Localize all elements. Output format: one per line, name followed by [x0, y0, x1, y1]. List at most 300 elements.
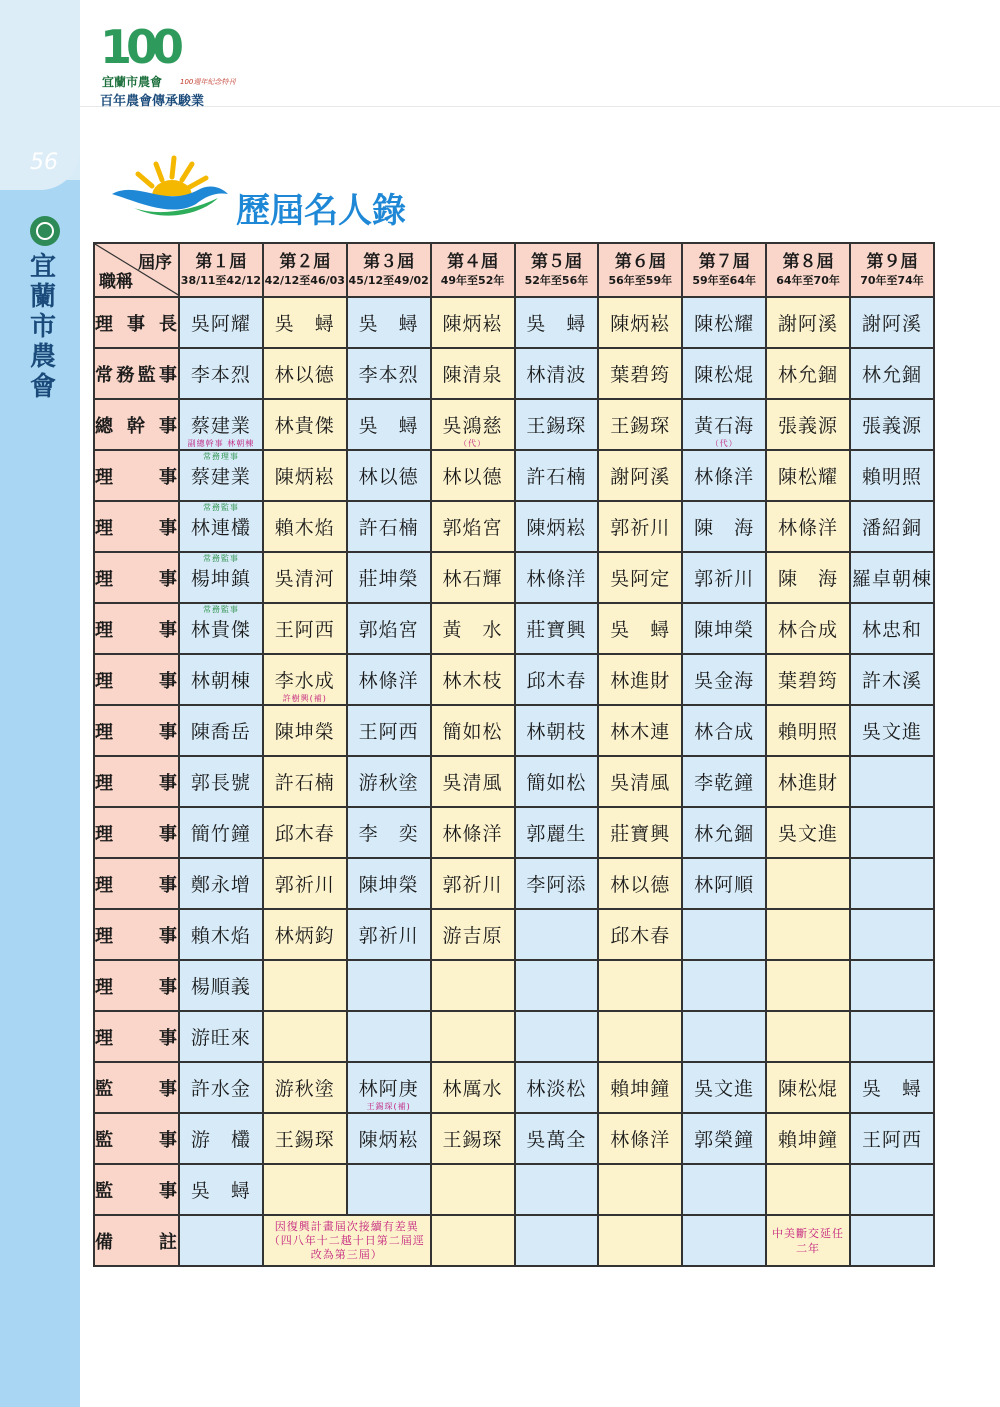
name-cell: [515, 756, 599, 807]
name-cell: [850, 501, 934, 552]
person-name: 陳炳崧: [358, 1129, 419, 1151]
name-cell: [598, 756, 682, 807]
person-name: 郭祈川: [274, 874, 335, 896]
name-cell: [515, 807, 599, 858]
name-cell: [850, 450, 934, 501]
person-name: 王阿西: [358, 721, 419, 743]
person-name: 楊坤鎮: [190, 568, 251, 590]
name-cell: [598, 705, 682, 756]
person-name: 郭榮鐘: [694, 1129, 755, 1151]
name-cell: [263, 1164, 347, 1215]
name-cell: [682, 960, 766, 1011]
centennial-logo: [100, 20, 260, 109]
name-cell: [515, 1113, 599, 1164]
person-name: 林條洋: [694, 466, 755, 488]
role-cell: 理事: [94, 603, 179, 654]
name-cell: [766, 960, 850, 1011]
term-header: [598, 243, 682, 297]
cell-note: 常務監事: [202, 503, 239, 512]
person-name: 李乾鐘: [694, 772, 755, 794]
name-cell: [179, 603, 263, 654]
person-name: 吳 蟳: [358, 415, 419, 437]
name-cell: [682, 1113, 766, 1164]
name-cell: [347, 654, 431, 705]
name-cell: [515, 1011, 599, 1062]
table-row: [94, 654, 934, 705]
name-cell: [598, 1062, 682, 1113]
person-name: 郭麗生: [526, 823, 587, 845]
name-cell: [766, 297, 850, 348]
name-cell: [431, 552, 515, 603]
name-cell: [263, 1113, 347, 1164]
name-cell: [431, 348, 515, 399]
name-cell: [598, 501, 682, 552]
name-cell: [598, 450, 682, 501]
table-row: [94, 297, 934, 348]
header-divider: [80, 106, 1000, 107]
role-cell: 理事: [94, 858, 179, 909]
name-cell: [431, 807, 515, 858]
person-name: 賴坤鐘: [778, 1129, 839, 1151]
term-years: 64年至70年: [776, 274, 840, 287]
name-cell: [515, 705, 599, 756]
role-cell: 理事: [94, 909, 179, 960]
name-cell: [347, 807, 431, 858]
remark-cell: [179, 1215, 263, 1266]
person-name: 吳萬全: [526, 1129, 587, 1151]
name-cell: [179, 858, 263, 909]
person-name: 李 奕: [358, 823, 419, 845]
name-cell: [850, 1011, 934, 1062]
name-cell: [179, 501, 263, 552]
person-name: 鄭永增: [190, 874, 251, 896]
role-cell: 總幹事: [94, 399, 179, 450]
person-name: 林阿庚: [358, 1078, 419, 1100]
person-name: 賴明照: [778, 721, 839, 743]
table-row: [94, 705, 934, 756]
person-name: 吳清風: [610, 772, 671, 794]
person-name: 游 欉: [190, 1129, 251, 1151]
term-header: [347, 243, 431, 297]
role-cell: 常務監事: [94, 348, 179, 399]
name-cell: [347, 297, 431, 348]
table-body: [94, 297, 934, 1266]
person-name: 林淡松: [526, 1078, 587, 1100]
remark-cell: [431, 1215, 515, 1266]
corner-term-label: 屆序: [138, 253, 172, 273]
table-row: [94, 1113, 934, 1164]
person-name: 李本烈: [358, 364, 419, 386]
name-cell: [515, 348, 599, 399]
person-name: 郭祈川: [442, 874, 503, 896]
cell-note: （代）: [710, 439, 738, 448]
name-cell: [766, 858, 850, 909]
logo-number: 100: [100, 20, 179, 74]
remark-cell: [850, 1215, 934, 1266]
name-cell: [347, 348, 431, 399]
person-name: 邱木春: [526, 670, 587, 692]
person-name: 林以德: [610, 874, 671, 896]
person-name: 游秋塗: [358, 772, 419, 794]
name-cell: [682, 603, 766, 654]
term-years: 49年至52年: [440, 274, 505, 287]
cell-note: 王錫琛(補): [366, 1102, 411, 1111]
person-name: 蔡建業: [190, 415, 251, 437]
corner-role-label: 職稱: [99, 272, 133, 292]
sidebar-org-name: 宜蘭市農會: [30, 252, 57, 402]
person-name: 王錫琛: [526, 415, 587, 437]
remark-cell: [598, 1215, 682, 1266]
person-name: 吳文進: [861, 721, 922, 743]
person-name: 吳清風: [442, 772, 503, 794]
role-cell: 理事: [94, 807, 179, 858]
person-name: 許石楠: [274, 772, 335, 794]
person-name: 陳松耀: [694, 313, 755, 335]
term-years: 52年至56年: [524, 274, 589, 287]
name-cell: [850, 603, 934, 654]
name-cell: [682, 909, 766, 960]
term-years: 38/11至42/12: [180, 274, 262, 287]
name-cell: [598, 654, 682, 705]
person-name: 謝阿溪: [861, 313, 922, 335]
name-cell: [682, 1164, 766, 1215]
term-header: [515, 243, 599, 297]
name-cell: [850, 960, 934, 1011]
name-cell: [263, 297, 347, 348]
name-cell: [179, 552, 263, 603]
name-cell: [515, 297, 599, 348]
person-name: 游吉原: [442, 925, 503, 947]
person-name: 林進財: [778, 772, 839, 794]
person-name: 林以德: [274, 364, 335, 386]
remark-term8: 中美斷交延任二年: [766, 1215, 850, 1266]
role-cell: 理事: [94, 654, 179, 705]
name-cell: [766, 552, 850, 603]
person-name: 林木枝: [442, 670, 503, 692]
person-name: 陳松焜: [694, 364, 755, 386]
role-cell: 理事: [94, 705, 179, 756]
name-cell: [850, 654, 934, 705]
person-name: 黃石海: [694, 415, 755, 437]
person-name: 林炳鈞: [274, 925, 335, 947]
term-name: 第１屆: [195, 252, 247, 272]
name-cell: [598, 1011, 682, 1062]
person-name: 莊寶興: [526, 619, 587, 641]
person-name: 陳喬岳: [190, 721, 251, 743]
term-name: 第７屆: [698, 252, 750, 272]
person-name: 林厲水: [442, 1078, 503, 1100]
name-cell: [179, 1062, 263, 1113]
person-name: 吳阿定: [610, 568, 671, 590]
name-cell: [766, 501, 850, 552]
term-header: [179, 243, 263, 297]
role-cell: 理事: [94, 501, 179, 552]
sidebar: [0, 0, 80, 1407]
person-name: 陳 海: [778, 568, 839, 590]
name-cell: [850, 399, 934, 450]
role-cell: 理事: [94, 1011, 179, 1062]
name-cell: [766, 1062, 850, 1113]
person-name: 賴坤鐘: [610, 1078, 671, 1100]
name-cell: [263, 858, 347, 909]
table-row: [94, 399, 934, 450]
person-name: 林條洋: [778, 517, 839, 539]
person-name: 林進財: [610, 670, 671, 692]
term-name: 第２屆: [279, 252, 331, 272]
person-name: 吳 蟳: [861, 1078, 922, 1100]
page-title: 歷屆名人錄: [236, 191, 406, 231]
name-cell: [263, 654, 347, 705]
name-cell: [598, 960, 682, 1011]
name-cell: [682, 297, 766, 348]
name-cell: [766, 348, 850, 399]
person-name: 陳 海: [694, 517, 755, 539]
person-name: 許水金: [190, 1078, 251, 1100]
name-cell: [850, 1062, 934, 1113]
table-row: [94, 603, 934, 654]
name-cell: [515, 909, 599, 960]
person-name: 陳炳崧: [526, 517, 587, 539]
name-cell: [347, 552, 431, 603]
person-name: 郭焰宮: [358, 619, 419, 641]
table-row: [94, 450, 934, 501]
role-cell: 理事: [94, 960, 179, 1011]
name-cell: [347, 909, 431, 960]
term-name: 第４屆: [447, 252, 499, 272]
person-name: 陳炳崧: [610, 313, 671, 335]
term-name: 第８屆: [782, 252, 834, 272]
person-name: 李水成: [274, 670, 335, 692]
name-cell: [515, 960, 599, 1011]
person-name: 吳文進: [778, 823, 839, 845]
name-cell: [431, 1164, 515, 1215]
name-cell: [850, 705, 934, 756]
person-name: 王阿西: [861, 1129, 922, 1151]
name-cell: [850, 909, 934, 960]
name-cell: [598, 909, 682, 960]
name-cell: [179, 705, 263, 756]
person-name: 張義源: [861, 415, 922, 437]
person-name: 林合成: [778, 619, 839, 641]
term-header: [682, 243, 766, 297]
name-cell: [263, 603, 347, 654]
name-cell: [682, 399, 766, 450]
name-cell: [766, 909, 850, 960]
org-emblem-icon: [30, 216, 60, 246]
name-cell: [347, 705, 431, 756]
person-name: 吳文進: [694, 1078, 755, 1100]
person-name: 林允錮: [778, 364, 839, 386]
remark-cell: [515, 1215, 599, 1266]
name-cell: [515, 1164, 599, 1215]
name-cell: [179, 399, 263, 450]
term-header: [431, 243, 515, 297]
name-cell: [431, 501, 515, 552]
name-cell: [179, 756, 263, 807]
name-cell: [682, 756, 766, 807]
term-header: [766, 243, 850, 297]
person-name: 林允錮: [861, 364, 922, 386]
cell-note: 常務監事: [202, 554, 239, 563]
role-cell: 理事長: [94, 297, 179, 348]
name-cell: [766, 807, 850, 858]
table-row: [94, 1164, 934, 1215]
name-cell: [431, 1011, 515, 1062]
role-cell: 理事: [94, 756, 179, 807]
name-cell: [431, 858, 515, 909]
term-name: 第３屆: [363, 252, 415, 272]
name-cell: [598, 807, 682, 858]
person-name: 陳清泉: [442, 364, 503, 386]
name-cell: [598, 348, 682, 399]
name-cell: [431, 603, 515, 654]
name-cell: [766, 705, 850, 756]
person-name: 吳 蟳: [358, 313, 419, 335]
table-header-row: [94, 243, 934, 297]
name-cell: [431, 1113, 515, 1164]
name-cell: [682, 1011, 766, 1062]
name-cell: [850, 552, 934, 603]
person-name: 林連欉: [190, 517, 251, 539]
name-cell: [682, 450, 766, 501]
cell-note: 副總幹事 林朝棟: [187, 439, 255, 448]
person-name: 李本烈: [190, 364, 251, 386]
name-cell: [515, 1062, 599, 1113]
name-cell: [263, 960, 347, 1011]
person-name: 謝阿溪: [610, 466, 671, 488]
name-cell: [766, 399, 850, 450]
person-name: 林以德: [358, 466, 419, 488]
name-cell: [766, 1113, 850, 1164]
name-cell: [263, 348, 347, 399]
name-cell: [598, 603, 682, 654]
person-name: 林石輝: [442, 568, 503, 590]
name-cell: [598, 1113, 682, 1164]
person-name: 邱木春: [610, 925, 671, 947]
name-cell: [515, 654, 599, 705]
page-number: 56: [30, 150, 58, 175]
cell-note: 常務理事: [202, 452, 239, 461]
name-cell: [766, 654, 850, 705]
person-name: 游秋塗: [274, 1078, 335, 1100]
name-cell: [766, 1011, 850, 1062]
person-name: 吳 蟳: [526, 313, 587, 335]
table-row: [94, 909, 934, 960]
role-cell: 理事: [94, 552, 179, 603]
person-name: 吳 蟳: [610, 619, 671, 641]
person-name: 簡如松: [526, 772, 587, 794]
name-cell: [179, 1113, 263, 1164]
name-cell: [347, 1164, 431, 1215]
name-cell: [431, 909, 515, 960]
role-cell: 監事: [94, 1164, 179, 1215]
name-cell: [598, 1164, 682, 1215]
name-cell: [179, 297, 263, 348]
name-cell: [431, 297, 515, 348]
term-years: 70年至74年: [860, 274, 924, 287]
person-name: 陳坤榮: [274, 721, 335, 743]
cell-note: 許樹興(補): [282, 694, 327, 703]
person-name: 莊坤榮: [358, 568, 419, 590]
term-header: [263, 243, 347, 297]
logo-subtitle: 100週年紀念特刊: [180, 78, 236, 86]
term-header: [850, 243, 934, 297]
person-name: 郭長號: [190, 772, 251, 794]
person-name: 王錫琛: [610, 415, 671, 437]
person-name: 林木連: [610, 721, 671, 743]
name-cell: [766, 603, 850, 654]
logo-slogan: 百年農會傳承駿業: [100, 94, 205, 109]
name-cell: [515, 552, 599, 603]
person-name: 蔡建業: [190, 466, 251, 488]
person-name: 賴木焰: [190, 925, 251, 947]
person-name: 陳松耀: [778, 466, 839, 488]
name-cell: [598, 858, 682, 909]
person-name: 林條洋: [358, 670, 419, 692]
person-name: 林條洋: [526, 568, 587, 590]
name-cell: [850, 348, 934, 399]
logo-org-name: 宜蘭市農會: [102, 75, 163, 89]
person-name: 陳坤榮: [358, 874, 419, 896]
name-cell: [347, 1062, 431, 1113]
person-name: 葉碧筠: [610, 364, 671, 386]
name-cell: [263, 756, 347, 807]
cell-note: （代）: [459, 439, 487, 448]
role-cell: 理事: [94, 450, 179, 501]
person-name: 陳坤榮: [694, 619, 755, 641]
person-name: 林合成: [694, 721, 755, 743]
name-cell: [682, 552, 766, 603]
person-name: 林朝枝: [526, 721, 587, 743]
remarks-row: [94, 1215, 934, 1266]
name-cell: [850, 858, 934, 909]
person-name: 吳清河: [274, 568, 335, 590]
name-cell: [179, 909, 263, 960]
term-years: 45/12至49/02: [348, 274, 429, 287]
person-name: 張義源: [778, 415, 839, 437]
person-name: 吳 蟳: [190, 1180, 251, 1202]
person-name: 羅卓朝棟: [851, 568, 932, 590]
person-name: 許石楠: [358, 517, 419, 539]
name-cell: [682, 348, 766, 399]
table-row: [94, 807, 934, 858]
person-name: 莊寶興: [610, 823, 671, 845]
name-cell: [766, 756, 850, 807]
name-cell: [515, 399, 599, 450]
name-cell: [179, 450, 263, 501]
name-cell: [431, 960, 515, 1011]
person-name: 吳金海: [694, 670, 755, 692]
person-name: 謝阿溪: [778, 313, 839, 335]
name-cell: [850, 807, 934, 858]
person-name: 郭焰宮: [442, 517, 503, 539]
roster-table: [93, 242, 935, 1267]
person-name: 林貴傑: [274, 415, 335, 437]
role-cell: 監事: [94, 1062, 179, 1113]
name-cell: [682, 501, 766, 552]
name-cell: [598, 552, 682, 603]
person-name: 林條洋: [610, 1129, 671, 1151]
person-name: 郭祈川: [694, 568, 755, 590]
term-years: 56年至59年: [608, 274, 673, 287]
name-cell: [263, 552, 347, 603]
term-name: 第９屆: [866, 252, 918, 272]
table-row: [94, 552, 934, 603]
name-cell: [179, 807, 263, 858]
name-cell: [515, 603, 599, 654]
name-cell: [598, 399, 682, 450]
person-name: 林條洋: [442, 823, 503, 845]
